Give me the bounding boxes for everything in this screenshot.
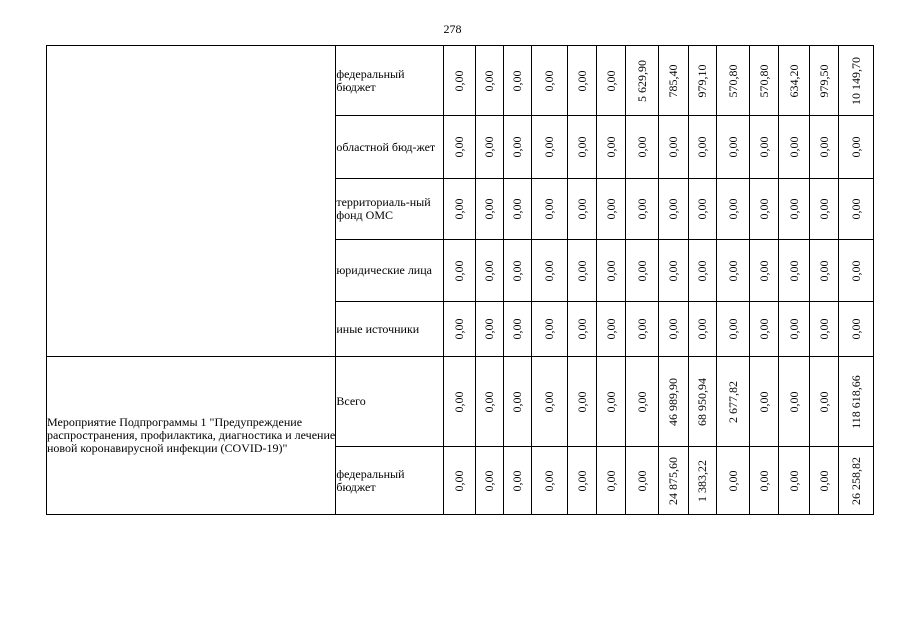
table-row bbox=[47, 46, 874, 116]
value-text: 0,00 bbox=[603, 136, 618, 158]
value-text: 0,00 bbox=[574, 470, 589, 491]
value-cell bbox=[749, 240, 778, 302]
value-cell bbox=[809, 302, 838, 357]
value-text: 0,00 bbox=[574, 136, 589, 158]
value-text: 0,00 bbox=[695, 136, 710, 158]
value-cell bbox=[809, 447, 838, 515]
value-text: 0,00 bbox=[603, 70, 618, 91]
value-text: 0,00 bbox=[848, 260, 863, 281]
value-cell bbox=[567, 240, 596, 302]
value-cell bbox=[625, 357, 658, 447]
value-cell bbox=[596, 447, 625, 515]
value-cell bbox=[625, 116, 658, 179]
value-text: 0,00 bbox=[452, 70, 467, 91]
value-cell bbox=[716, 179, 749, 240]
value-text: 0,00 bbox=[482, 198, 497, 220]
value-cell bbox=[475, 240, 503, 302]
value-text: 0,00 bbox=[482, 470, 497, 491]
value-cell bbox=[503, 116, 531, 179]
value-cell bbox=[475, 302, 503, 357]
value-text: 0,00 bbox=[756, 470, 771, 491]
value-cell bbox=[475, 116, 503, 179]
funding-source-cell: иные источники bbox=[336, 302, 444, 357]
value-text: 0,00 bbox=[482, 70, 497, 91]
funding-source-cell: юридические лица bbox=[336, 240, 444, 302]
value-cell bbox=[625, 447, 658, 515]
value-text: 0,00 bbox=[816, 470, 831, 491]
value-text: 0,00 bbox=[666, 318, 681, 340]
value-text: 0,00 bbox=[574, 70, 589, 91]
value-text: 570,80 bbox=[756, 64, 771, 97]
value-text: 0,00 bbox=[510, 136, 525, 158]
value-text: 0,00 bbox=[756, 198, 771, 220]
value-cell bbox=[503, 302, 531, 357]
value-text: 0,00 bbox=[574, 260, 589, 281]
value-text: 0,00 bbox=[725, 260, 740, 281]
value-cell bbox=[625, 302, 658, 357]
value-cell bbox=[444, 116, 475, 179]
value-text: 0,00 bbox=[510, 391, 525, 412]
value-text: 0,00 bbox=[603, 391, 618, 412]
value-cell bbox=[778, 240, 809, 302]
value-text: 0,00 bbox=[574, 391, 589, 412]
value-cell bbox=[503, 447, 531, 515]
value-cell bbox=[475, 179, 503, 240]
value-cell bbox=[658, 179, 688, 240]
budget-table bbox=[46, 45, 874, 515]
value-text: 0,00 bbox=[634, 136, 649, 158]
value-cell bbox=[749, 357, 778, 447]
value-text: 0,00 bbox=[756, 391, 771, 412]
value-cell bbox=[625, 46, 658, 116]
value-text: 0,00 bbox=[816, 391, 831, 412]
value-cell bbox=[838, 116, 873, 179]
table-row bbox=[47, 357, 874, 447]
value-text: 10 149,70 bbox=[848, 56, 863, 105]
value-cell bbox=[688, 240, 716, 302]
value-text: 0,00 bbox=[603, 318, 618, 340]
value-text: 0,00 bbox=[510, 318, 525, 340]
value-text: 0,00 bbox=[725, 136, 740, 158]
value-cell bbox=[567, 302, 596, 357]
value-text: 0,00 bbox=[603, 198, 618, 220]
value-text: 26 258,82 bbox=[848, 456, 863, 505]
value-cell bbox=[838, 240, 873, 302]
value-text: 5 629,90 bbox=[634, 59, 649, 102]
value-cell bbox=[688, 46, 716, 116]
funding-source-cell: Всего bbox=[336, 357, 444, 447]
value-text: 0,00 bbox=[542, 136, 557, 158]
value-text: 0,00 bbox=[634, 318, 649, 340]
value-cell bbox=[475, 447, 503, 515]
value-cell bbox=[809, 240, 838, 302]
value-text: 0,00 bbox=[756, 136, 771, 158]
value-cell bbox=[567, 179, 596, 240]
value-cell bbox=[809, 46, 838, 116]
value-cell bbox=[688, 357, 716, 447]
value-cell bbox=[778, 302, 809, 357]
value-text: 979,50 bbox=[816, 64, 831, 97]
value-cell bbox=[531, 46, 567, 116]
value-cell bbox=[596, 240, 625, 302]
value-cell bbox=[658, 116, 688, 179]
value-text: 0,00 bbox=[603, 470, 618, 491]
value-cell bbox=[778, 447, 809, 515]
value-cell bbox=[688, 179, 716, 240]
value-text: 0,00 bbox=[482, 136, 497, 158]
value-cell bbox=[716, 240, 749, 302]
value-cell bbox=[838, 302, 873, 357]
value-text: 0,00 bbox=[482, 318, 497, 340]
value-text: 0,00 bbox=[786, 391, 801, 412]
value-text: 24 875,60 bbox=[666, 456, 681, 505]
value-text: 0,00 bbox=[848, 136, 863, 158]
value-cell bbox=[531, 116, 567, 179]
value-text: 0,00 bbox=[695, 260, 710, 281]
value-text: 118 618,66 bbox=[848, 374, 863, 429]
value-cell bbox=[531, 302, 567, 357]
value-cell bbox=[531, 179, 567, 240]
value-cell bbox=[749, 447, 778, 515]
value-text: 0,00 bbox=[542, 198, 557, 220]
value-cell bbox=[475, 357, 503, 447]
event-cell bbox=[47, 46, 336, 357]
value-text: 2 677,82 bbox=[725, 380, 740, 423]
value-cell bbox=[809, 179, 838, 240]
value-text: 0,00 bbox=[786, 260, 801, 281]
value-cell bbox=[444, 46, 475, 116]
value-cell bbox=[809, 116, 838, 179]
value-cell bbox=[778, 179, 809, 240]
funding-source-cell: федеральный бюджет bbox=[336, 46, 444, 116]
value-text: 68 950,94 bbox=[695, 377, 710, 426]
value-text: 0,00 bbox=[725, 470, 740, 491]
funding-source-cell: областной бюд-жет bbox=[336, 116, 444, 179]
value-text: 0,00 bbox=[666, 198, 681, 220]
value-cell bbox=[596, 302, 625, 357]
funding-source-cell: территориаль-ный фонд ОМС bbox=[336, 179, 444, 240]
value-text: 785,40 bbox=[666, 64, 681, 97]
value-text: 0,00 bbox=[786, 198, 801, 220]
value-cell bbox=[716, 46, 749, 116]
value-cell bbox=[596, 46, 625, 116]
value-text: 0,00 bbox=[452, 470, 467, 491]
value-cell bbox=[658, 357, 688, 447]
value-text: 979,10 bbox=[695, 64, 710, 97]
value-text: 0,00 bbox=[816, 318, 831, 340]
value-text: 0,00 bbox=[848, 318, 863, 340]
value-text: 0,00 bbox=[542, 70, 557, 91]
value-text: 0,00 bbox=[634, 391, 649, 412]
value-text: 0,00 bbox=[603, 260, 618, 281]
value-text: 0,00 bbox=[510, 260, 525, 281]
value-text: 570,80 bbox=[725, 64, 740, 97]
value-text: 0,00 bbox=[510, 470, 525, 491]
value-text: 0,00 bbox=[452, 136, 467, 158]
value-cell bbox=[444, 357, 475, 447]
value-cell bbox=[444, 240, 475, 302]
value-text: 0,00 bbox=[666, 260, 681, 281]
value-cell bbox=[596, 357, 625, 447]
value-text: 0,00 bbox=[725, 198, 740, 220]
value-text: 0,00 bbox=[756, 260, 771, 281]
value-cell bbox=[688, 447, 716, 515]
value-cell bbox=[838, 447, 873, 515]
value-cell bbox=[567, 116, 596, 179]
value-text: 0,00 bbox=[452, 260, 467, 281]
value-text: 0,00 bbox=[634, 260, 649, 281]
value-cell bbox=[658, 302, 688, 357]
value-text: 0,00 bbox=[482, 260, 497, 281]
value-text: 0,00 bbox=[786, 136, 801, 158]
value-text: 0,00 bbox=[574, 198, 589, 220]
value-text: 0,00 bbox=[816, 136, 831, 158]
event-cell: Мероприятие Подпрограммы 1 "Предупреждение распространения, профилактика, диагностика и лечение новой коронавирусной инфекции (COVID-19)" bbox=[47, 357, 336, 515]
value-cell bbox=[596, 116, 625, 179]
value-cell bbox=[716, 447, 749, 515]
value-cell bbox=[531, 357, 567, 447]
value-text: 0,00 bbox=[482, 391, 497, 412]
value-cell bbox=[625, 179, 658, 240]
value-text: 0,00 bbox=[695, 318, 710, 340]
value-cell bbox=[749, 302, 778, 357]
value-text: 0,00 bbox=[816, 198, 831, 220]
value-text: 0,00 bbox=[510, 70, 525, 91]
value-cell bbox=[749, 179, 778, 240]
value-cell bbox=[778, 116, 809, 179]
value-text: 0,00 bbox=[452, 198, 467, 220]
value-cell bbox=[658, 447, 688, 515]
value-cell bbox=[503, 46, 531, 116]
value-text: 0,00 bbox=[695, 198, 710, 220]
value-text: 0,00 bbox=[452, 318, 467, 340]
value-cell bbox=[716, 302, 749, 357]
value-cell bbox=[809, 357, 838, 447]
value-cell bbox=[658, 240, 688, 302]
value-cell bbox=[778, 46, 809, 116]
value-text: 0,00 bbox=[786, 318, 801, 340]
value-text: 0,00 bbox=[634, 198, 649, 220]
value-text: 0,00 bbox=[634, 470, 649, 491]
value-text: 0,00 bbox=[574, 318, 589, 340]
value-cell bbox=[716, 116, 749, 179]
value-text: 0,00 bbox=[786, 470, 801, 491]
value-text: 634,20 bbox=[786, 64, 801, 97]
value-cell bbox=[444, 447, 475, 515]
value-cell bbox=[567, 357, 596, 447]
value-text: 0,00 bbox=[725, 318, 740, 340]
funding-source-cell: федеральный бюджет bbox=[336, 447, 444, 515]
value-cell bbox=[531, 240, 567, 302]
value-cell bbox=[444, 179, 475, 240]
value-text: 0,00 bbox=[542, 470, 557, 491]
value-text: 0,00 bbox=[542, 318, 557, 340]
value-cell bbox=[688, 116, 716, 179]
value-cell bbox=[625, 240, 658, 302]
value-cell bbox=[531, 447, 567, 515]
value-text: 0,00 bbox=[542, 391, 557, 412]
value-text: 0,00 bbox=[848, 198, 863, 220]
value-text: 0,00 bbox=[756, 318, 771, 340]
value-cell bbox=[444, 302, 475, 357]
value-text: 0,00 bbox=[816, 260, 831, 281]
value-cell bbox=[503, 357, 531, 447]
value-cell bbox=[503, 179, 531, 240]
value-cell bbox=[688, 302, 716, 357]
value-cell bbox=[778, 357, 809, 447]
value-cell bbox=[567, 447, 596, 515]
value-cell bbox=[749, 46, 778, 116]
value-text: 1 383,22 bbox=[695, 459, 710, 502]
value-text: 0,00 bbox=[510, 198, 525, 220]
value-text: 0,00 bbox=[542, 260, 557, 281]
value-cell bbox=[838, 179, 873, 240]
value-text: 0,00 bbox=[452, 391, 467, 412]
value-cell bbox=[838, 357, 873, 447]
value-cell bbox=[475, 46, 503, 116]
value-cell bbox=[838, 46, 873, 116]
value-text: 0,00 bbox=[666, 136, 681, 158]
value-cell bbox=[716, 357, 749, 447]
value-cell bbox=[658, 46, 688, 116]
value-text: 46 989,90 bbox=[666, 377, 681, 426]
value-cell bbox=[596, 179, 625, 240]
value-cell bbox=[503, 240, 531, 302]
page-number: 278 bbox=[443, 22, 462, 36]
value-cell bbox=[749, 116, 778, 179]
value-cell bbox=[567, 46, 596, 116]
